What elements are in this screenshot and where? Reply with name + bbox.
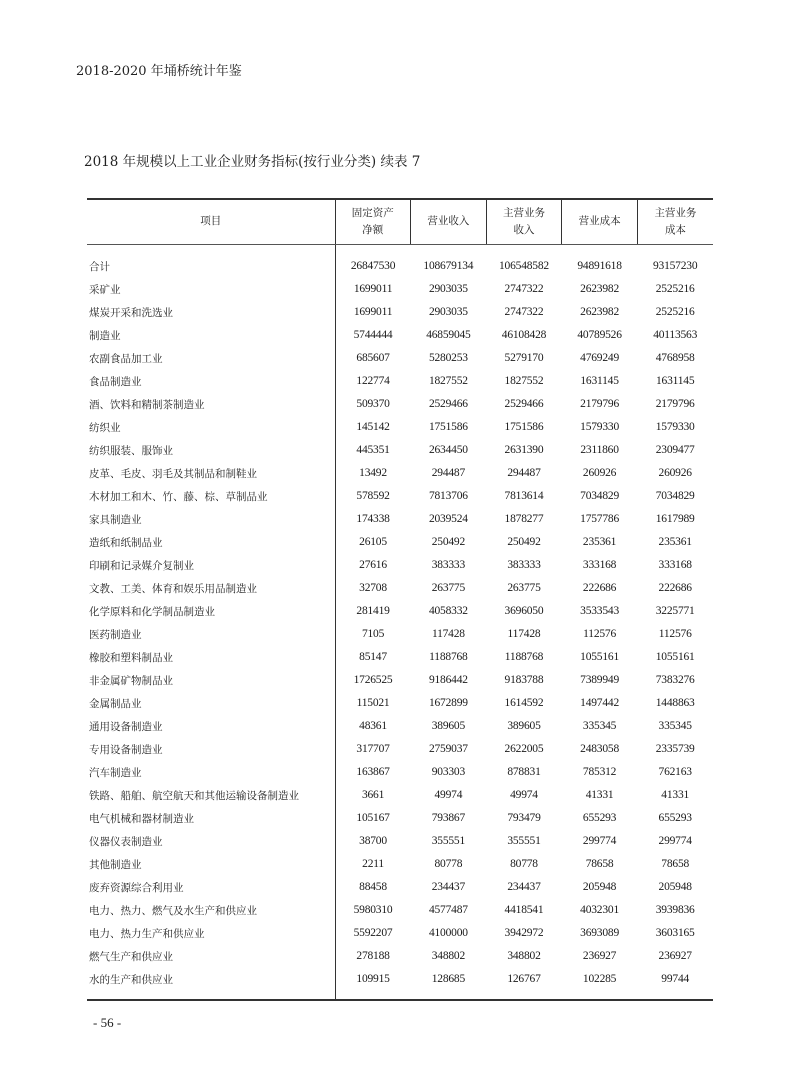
cell-value: 236927: [582, 950, 617, 962]
cell-value: 260926: [582, 467, 617, 479]
cell-value: 793867: [431, 812, 466, 824]
cell-value: 2039524: [428, 513, 468, 525]
row-label: 水的生产和供应业: [87, 968, 335, 1000]
table-row: [87, 554, 713, 577]
row-label: 木材加工和木、竹、藤、棕、草制品业: [87, 485, 335, 508]
cell-value: 389605: [507, 720, 541, 732]
row-label: 仪器仪表制造业: [87, 830, 335, 853]
cell-value: 40113563: [653, 329, 698, 341]
table-row: [87, 853, 713, 876]
cell-value: 1055161: [655, 651, 695, 663]
row-label: 采矿业: [87, 278, 335, 301]
cell-value: 1614592: [504, 697, 544, 709]
cell-value: 38700: [359, 835, 387, 847]
table-row: [87, 347, 713, 370]
cell-value: 27616: [359, 559, 387, 571]
cell-value: 2529466: [504, 398, 544, 410]
row-label: 皮革、毛皮、羽毛及其制品和制鞋业: [87, 462, 335, 485]
cell-value: 7813614: [504, 490, 544, 502]
row-label: 印刷和记录媒介复制业: [87, 554, 335, 577]
table-row: [87, 876, 713, 899]
table-row: [87, 370, 713, 393]
table-row: [87, 945, 713, 968]
row-label: 专用设备制造业: [87, 738, 335, 761]
cell-value: 3225771: [655, 605, 695, 617]
cell-value: 389605: [431, 720, 466, 732]
row-label: 橡胶和塑料制品业: [87, 646, 335, 669]
cell-value: 3603165: [655, 927, 695, 939]
cell-value: 2747322: [504, 306, 544, 318]
cell-value: 1631145: [580, 375, 619, 387]
cell-value: 1757786: [580, 513, 619, 525]
cell-value: 263775: [431, 582, 466, 594]
cell-value: 2335739: [655, 743, 695, 755]
table-row: [87, 922, 713, 945]
table-row: [87, 462, 713, 485]
cell-value: 2311860: [580, 444, 619, 456]
cell-value: 108679134: [423, 260, 474, 272]
cell-value: 1699011: [353, 306, 393, 318]
cell-value: 26105: [359, 536, 387, 548]
table-row: [87, 623, 713, 646]
cell-value: 2634450: [428, 444, 468, 456]
cell-value: 5980310: [353, 904, 393, 916]
cell-value: 234437: [431, 881, 466, 893]
cell-value: 163867: [356, 766, 390, 778]
cell-value: 9183788: [504, 674, 544, 686]
cell-value: 88458: [359, 881, 387, 893]
header-fixed-assets-net: [335, 199, 411, 244]
cell-value: 2622005: [504, 743, 544, 755]
cell-value: 263775: [507, 582, 541, 594]
cell-value: 205948: [658, 881, 692, 893]
table-row: [87, 692, 713, 715]
cell-value: 1878277: [504, 513, 544, 525]
cell-value: 2309477: [655, 444, 695, 456]
table-title: 2018 年规模以上工业企业财务指标(按行业分类) 续表 7: [84, 154, 421, 170]
table-row: [87, 784, 713, 807]
table-row: [87, 485, 713, 508]
cell-value: 236927: [658, 950, 692, 962]
cell-value: 335345: [582, 720, 617, 732]
table-row: [87, 416, 713, 439]
cell-value: 7813706: [428, 490, 468, 502]
cell-value: 1672899: [428, 697, 468, 709]
cell-value: 5592207: [353, 927, 393, 939]
cell-value: 294487: [507, 467, 541, 479]
cell-value: 3942972: [504, 927, 544, 939]
cell-value: 3533543: [580, 605, 619, 617]
running-head: 2018-2020 年埇桥统计年鉴: [76, 64, 242, 79]
cell-value: 1827552: [428, 375, 468, 387]
header-line: 主营业务: [654, 206, 697, 219]
cell-value: 250492: [431, 536, 466, 548]
cell-value: 1726525: [353, 674, 393, 686]
cell-value: 1579330: [655, 421, 695, 433]
cell-value: 4577487: [428, 904, 468, 916]
cell-value: 1497442: [580, 697, 619, 709]
header-line: 固定资产: [351, 206, 394, 219]
financial-indicators-table: [87, 198, 713, 1001]
cell-value: 250492: [507, 536, 541, 548]
row-label: 食品制造业: [87, 370, 335, 393]
table-row: [87, 899, 713, 922]
cell-value: 235361: [582, 536, 617, 548]
cell-value: 41331: [661, 789, 690, 801]
cell-value: 383333: [507, 559, 541, 571]
cell-value: 4418541: [504, 904, 544, 916]
cell-value: 2525216: [655, 283, 695, 295]
header-main-business-cost: [637, 199, 713, 244]
cell-value: 2211: [362, 858, 384, 870]
cell-value: 7034829: [655, 490, 695, 502]
cell-value: 299774: [658, 835, 692, 847]
row-label: 煤炭开采和洗选业: [87, 301, 335, 324]
cell-value: 4032301: [580, 904, 619, 916]
cell-value: 2623982: [580, 283, 619, 295]
cell-value: 578592: [356, 490, 390, 502]
cell-value: 5279170: [504, 352, 544, 364]
cell-value: 445351: [356, 444, 390, 456]
cell-value: 2631390: [504, 444, 544, 456]
table-row: [87, 531, 713, 554]
cell-value: 281419: [356, 605, 390, 617]
table-row: [87, 715, 713, 738]
cell-value: 294487: [431, 467, 466, 479]
header-row: [87, 199, 713, 244]
cell-value: 1188768: [504, 651, 544, 663]
table-row: [87, 301, 713, 324]
header-line: 项目: [200, 215, 222, 228]
cell-value: 94891618: [577, 260, 622, 272]
header-line: 主营业务: [502, 206, 545, 219]
cell-value: 93157230: [652, 260, 698, 272]
cell-value: 122774: [356, 375, 390, 387]
cell-value: 655293: [658, 812, 692, 824]
cell-value: 299774: [582, 835, 617, 847]
cell-value: 2903035: [428, 306, 468, 318]
cell-value: 278188: [356, 950, 390, 962]
row-label: 燃气生产和供应业: [87, 945, 335, 968]
cell-value: 7383276: [655, 674, 695, 686]
row-label: 金属制品业: [87, 692, 335, 715]
table-row: [87, 600, 713, 623]
cell-value: 335345: [658, 720, 692, 732]
cell-value: 80778: [434, 858, 463, 870]
cell-value: 333168: [658, 559, 692, 571]
cell-value: 333168: [582, 559, 617, 571]
cell-value: 3693089: [580, 927, 619, 939]
header-line: 成本: [664, 223, 686, 236]
table-row: [87, 830, 713, 853]
cell-value: 383333: [431, 559, 466, 571]
cell-value: 1751586: [428, 421, 468, 433]
cell-value: 2623982: [580, 306, 619, 318]
cell-value: 1827552: [504, 375, 544, 387]
table-row: [87, 577, 713, 600]
row-label: 化学原料和化学制品制造业: [87, 600, 335, 623]
cell-value: 685607: [356, 352, 390, 364]
cell-value: 2525216: [655, 306, 695, 318]
cell-value: 903303: [431, 766, 466, 778]
header-line: 净额: [362, 223, 384, 236]
table-row: [87, 807, 713, 830]
cell-value: 1188768: [429, 651, 468, 663]
cell-value: 105167: [356, 812, 390, 824]
cell-value: 2903035: [428, 283, 468, 295]
table-row: [87, 393, 713, 416]
cell-value: 1579330: [580, 421, 619, 433]
row-label: 废弃资源综合利用业: [87, 876, 335, 899]
cell-value: 762163: [658, 766, 692, 778]
cell-value: 80778: [510, 858, 538, 870]
cell-value: 9186442: [428, 674, 468, 686]
row-label: 制造业: [87, 324, 335, 347]
cell-value: 234437: [507, 881, 541, 893]
cell-value: 4768958: [655, 352, 695, 364]
cell-value: 348802: [431, 950, 466, 962]
cell-value: 4769249: [580, 352, 619, 364]
row-label: 合计: [87, 244, 335, 278]
row-label: 纺织服装、服饰业: [87, 439, 335, 462]
cell-value: 112576: [658, 628, 692, 640]
cell-value: 48361: [359, 720, 387, 732]
row-label: 电力、热力生产和供应业: [87, 922, 335, 945]
cell-value: 5280253: [428, 352, 468, 364]
table-row: [87, 738, 713, 761]
header-line: 收入: [513, 223, 535, 236]
cell-value: 3939836: [655, 904, 695, 916]
cell-value: 128685: [411, 968, 487, 1000]
row-label: 农副食品加工业: [87, 347, 335, 370]
cell-value: 85147: [359, 651, 387, 663]
cell-value: 117428: [507, 628, 541, 640]
header-operating-revenue: [411, 199, 487, 244]
cell-value: 1617989: [655, 513, 695, 525]
cell-value: 13492: [359, 467, 387, 479]
cell-value: 222686: [658, 582, 692, 594]
cell-value: 109915: [335, 968, 411, 1000]
table-row: [87, 761, 713, 784]
row-label: 家具制造业: [87, 508, 335, 531]
row-label: 文教、工美、体育和娱乐用品制造业: [87, 577, 335, 600]
cell-value: 878831: [507, 766, 541, 778]
cell-value: 235361: [658, 536, 692, 548]
table-row: [87, 244, 713, 278]
cell-value: 3661: [361, 789, 385, 801]
row-label: 酒、饮料和精制茶制造业: [87, 393, 335, 416]
cell-value: 174338: [356, 513, 390, 525]
row-label: 非金属矿物制品业: [87, 669, 335, 692]
table-row: [87, 508, 713, 531]
row-label: 电气机械和器材制造业: [87, 807, 335, 830]
cell-value: 260926: [658, 467, 692, 479]
cell-value: 49974: [510, 789, 538, 801]
table-row: [87, 278, 713, 301]
header-item: [87, 199, 335, 244]
cell-value: 509370: [356, 398, 390, 410]
cell-value: 655293: [582, 812, 617, 824]
header-line: 营业成本: [578, 215, 621, 228]
cell-value: 26847530: [350, 260, 396, 272]
row-label: 汽车制造业: [87, 761, 335, 784]
cell-value: 7389949: [580, 674, 619, 686]
cell-value: 4058332: [428, 605, 468, 617]
cell-value: 2179796: [580, 398, 619, 410]
cell-value: 1751586: [504, 421, 544, 433]
cell-value: 99744: [637, 968, 713, 1000]
cell-value: 2179796: [655, 398, 695, 410]
table-row: [87, 324, 713, 347]
row-label: 电力、热力、燃气及水生产和供应业: [87, 899, 335, 922]
row-label: 通用设备制造业: [87, 715, 335, 738]
cell-value: 2759037: [428, 743, 468, 755]
cell-value: 117428: [431, 628, 465, 640]
cell-value: 7105: [361, 628, 385, 640]
cell-value: 317707: [356, 743, 390, 755]
cell-value: 785312: [582, 766, 617, 778]
page-number: - 56 -: [93, 1015, 122, 1030]
cell-value: 4100000: [428, 927, 468, 939]
header-operating-cost: [562, 199, 638, 244]
cell-value: 46859045: [426, 329, 471, 341]
cell-value: 145142: [356, 421, 390, 433]
cell-value: 46108428: [501, 329, 547, 341]
cell-value: 1055161: [580, 651, 619, 663]
cell-value: 49974: [434, 789, 463, 801]
cell-value: 355551: [431, 835, 466, 847]
table-row: [87, 646, 713, 669]
cell-value: 102285: [562, 968, 638, 1000]
cell-value: 32708: [359, 582, 387, 594]
cell-value: 78658: [661, 858, 690, 870]
cell-value: 1448863: [655, 697, 695, 709]
cell-value: 78658: [585, 858, 614, 870]
cell-value: 126767: [486, 968, 562, 1000]
cell-value: 7034829: [580, 490, 619, 502]
cell-value: 112576: [583, 628, 617, 640]
table-row: [87, 968, 713, 1000]
header-line: 营业收入: [427, 215, 470, 228]
row-label: 铁路、船舶、航空航天和其他运输设备制造业: [87, 784, 335, 807]
cell-value: 41331: [585, 789, 614, 801]
cell-value: 5744444: [353, 329, 393, 341]
table-row: [87, 439, 713, 462]
cell-value: 2529466: [428, 398, 468, 410]
header-main-business-revenue: [486, 199, 562, 244]
cell-value: 106548582: [499, 260, 549, 272]
row-label: 其他制造业: [87, 853, 335, 876]
row-label: 医药制造业: [87, 623, 335, 646]
cell-value: 2483058: [580, 743, 619, 755]
cell-value: 793479: [507, 812, 541, 824]
cell-value: 355551: [507, 835, 541, 847]
cell-value: 40789526: [577, 329, 622, 341]
cell-value: 222686: [582, 582, 617, 594]
cell-value: 1631145: [655, 375, 695, 387]
cell-value: 205948: [582, 881, 617, 893]
cell-value: 348802: [507, 950, 541, 962]
table-row: [87, 669, 713, 692]
table-body: [87, 244, 713, 1000]
cell-value: 1699011: [353, 283, 393, 295]
row-label: 纺织业: [87, 416, 335, 439]
cell-value: 2747322: [504, 283, 544, 295]
cell-value: 115021: [356, 697, 390, 709]
cell-value: 3696050: [504, 605, 544, 617]
row-label: 造纸和纸制品业: [87, 531, 335, 554]
